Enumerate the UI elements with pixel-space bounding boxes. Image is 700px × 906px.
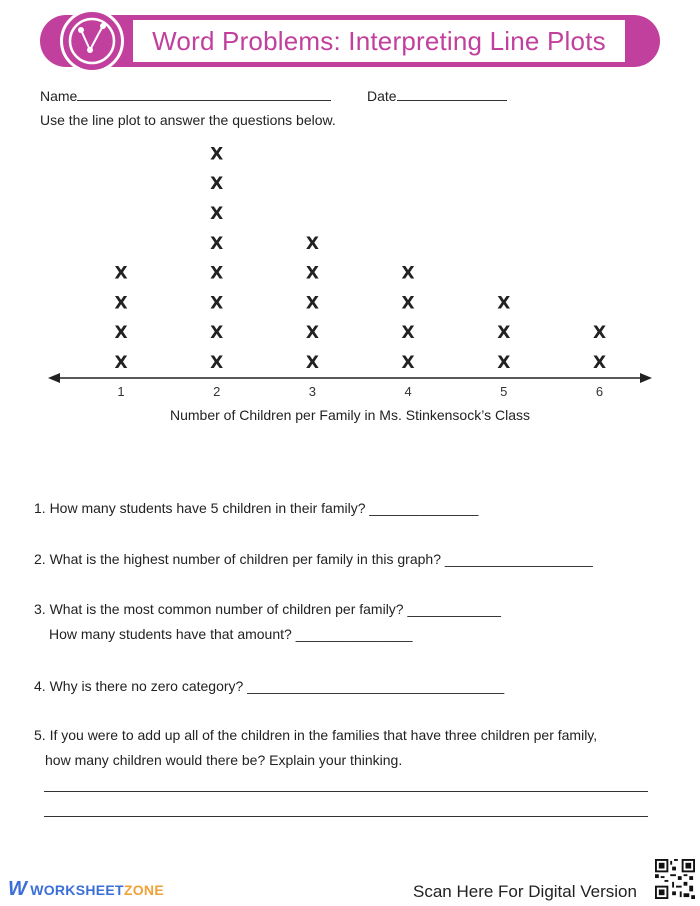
date-field[interactable]: [367, 88, 507, 104]
plot-mark: X: [497, 293, 511, 314]
question-5-continued: how many children would there be? Explain your thinking.: [45, 752, 403, 768]
brand-zone: ZONE: [123, 882, 164, 898]
plot-mark: X: [401, 263, 415, 284]
date-label: Date: [367, 88, 397, 104]
logo-badge: [60, 9, 124, 73]
plot-mark: X: [497, 323, 511, 344]
plot-mark: X: [305, 263, 319, 284]
tick-label-1: 1: [117, 384, 125, 399]
plot-mark: X: [305, 323, 319, 344]
plot-mark: X: [114, 263, 128, 284]
question-1: 1. How many students have 5 children in their family? ______________: [34, 500, 479, 516]
axis-left-arrow: [48, 373, 60, 383]
qr-code-icon[interactable]: [655, 859, 695, 899]
scan-label: Scan Here For Digital Version: [413, 882, 637, 901]
name-field[interactable]: [40, 88, 331, 104]
plot-mark: X: [114, 353, 128, 373]
plot-mark: X: [401, 293, 415, 314]
question-2: 2. What is the highest number of children per family in this graph? ___________________: [34, 551, 593, 567]
axis-right-arrow: [640, 373, 652, 383]
plot-mark: X: [305, 353, 319, 373]
plot-mark: X: [114, 323, 128, 344]
plot-mark: X: [210, 144, 224, 165]
plot-mark: X: [210, 204, 224, 224]
tick-label-5: 5: [500, 384, 508, 399]
plot-mark: X: [210, 353, 224, 373]
line-plot: [0, 130, 700, 400]
tick-label-4: 4: [404, 384, 412, 399]
plot-mark: X: [592, 353, 607, 373]
instructions: Use the line plot to answer the questions below.: [40, 112, 336, 128]
plot-mark: X: [210, 174, 224, 195]
plot-mark: X: [592, 323, 607, 344]
plot-mark: X: [305, 233, 319, 254]
plot-mark: X: [210, 263, 224, 284]
question-4: 4. Why is there no zero category? _________________________________: [34, 678, 505, 694]
plot-mark: X: [114, 293, 128, 314]
date-blank[interactable]: [397, 88, 507, 101]
x-axis-title: Number of Children per Family in Ms. Stinkensock’s Class: [170, 407, 530, 423]
answer-line-1[interactable]: [44, 791, 648, 792]
tick-label-3: 3: [308, 384, 317, 399]
question-3-followup: How many students have that amount? _______________: [49, 626, 413, 642]
plot-mark: X: [305, 293, 319, 314]
plot-mark: X: [401, 353, 415, 373]
brand-worksheet: WORKSHEET: [30, 882, 124, 898]
plot-mark: X: [210, 293, 224, 314]
worksheetzone-logo: [8, 878, 164, 901]
w-logo-icon: W: [8, 878, 28, 900]
tick-label-2: 2: [213, 384, 221, 399]
question-3: 3. What is the most common number of children per family? ____________: [34, 601, 501, 617]
plot-mark: X: [401, 323, 415, 344]
plot-mark: X: [210, 233, 224, 254]
tick-label-6: 6: [595, 384, 604, 399]
name-blank[interactable]: [77, 88, 331, 101]
plot-mark: X: [210, 323, 224, 344]
plot-mark: X: [497, 353, 511, 373]
name-label: Name: [40, 88, 78, 104]
question-5: 5. If you were to add up all of the children in the families that have three children per family,: [34, 727, 598, 743]
page-title: Word Problems: Interpreting Line Plots: [152, 26, 606, 56]
graph-nodes-icon: [63, 12, 121, 70]
answer-line-2[interactable]: [44, 816, 648, 817]
